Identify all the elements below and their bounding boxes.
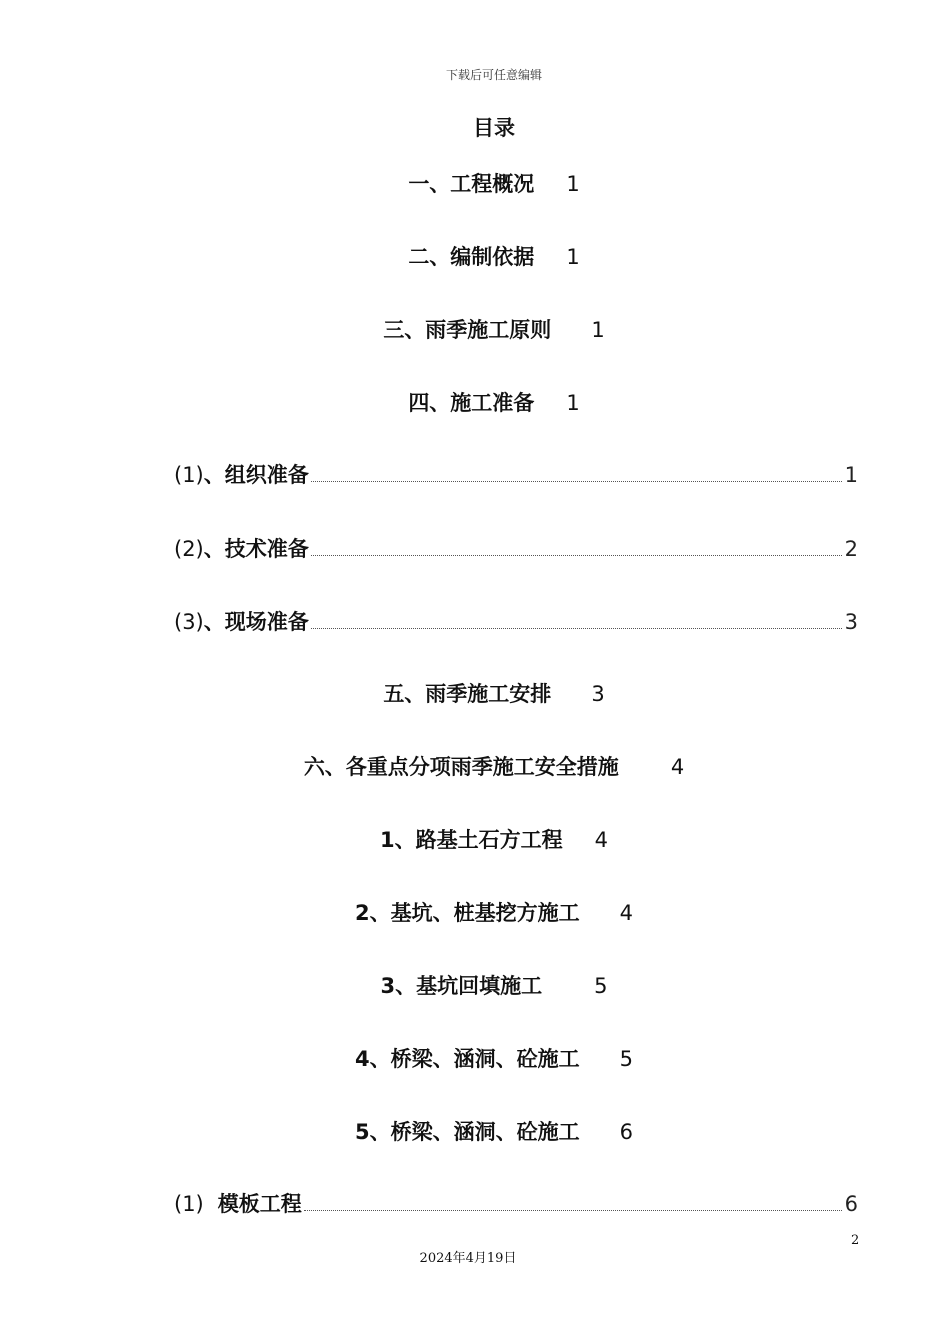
- toc-entry-title: 一、工程概况: [408, 172, 535, 196]
- toc-entry-leader[interactable]: [174, 459, 858, 489]
- toc-entry-page: 5: [594, 974, 608, 998]
- toc-entry-page: 6: [619, 1120, 633, 1144]
- dot-leader: [311, 627, 842, 629]
- toc-title: 目录: [473, 116, 515, 140]
- toc-entry-title: 五、雨季施工安排: [383, 682, 552, 706]
- toc-entry[interactable]: [0, 1116, 950, 1146]
- toc-entry[interactable]: [0, 970, 950, 1000]
- dot-leader: [311, 554, 842, 556]
- toc-entry-page: 1: [844, 463, 858, 487]
- toc-entry-title: 模板工程: [217, 1192, 302, 1216]
- toc-entry-page: 3: [844, 610, 858, 634]
- toc-entry-page: 2: [844, 537, 858, 561]
- toc-entry-leader[interactable]: [174, 606, 858, 636]
- toc-entry-title: 5、桥梁、涵洞、砼施工: [355, 1120, 580, 1144]
- toc-entry-title: 1、路基土石方工程: [380, 828, 563, 852]
- toc-entry[interactable]: [0, 314, 950, 344]
- toc-entry-title: 二、编制依据: [408, 245, 535, 269]
- dot-leader: [311, 480, 842, 482]
- toc-entry-page: 4: [670, 755, 685, 779]
- toc-entry-number: (2): [174, 537, 204, 561]
- toc-entry[interactable]: [0, 678, 950, 708]
- toc-entry-title: 、现场准备: [203, 610, 309, 634]
- toc-entry-page: 6: [844, 1192, 858, 1216]
- toc-entry[interactable]: [0, 387, 950, 417]
- toc-entry[interactable]: [0, 241, 950, 271]
- toc-entry-page: 4: [594, 828, 608, 852]
- toc-entry-leader[interactable]: [174, 1188, 858, 1218]
- toc-entry-number: (1): [174, 1192, 204, 1216]
- toc-entry-title: 、技术准备: [203, 537, 309, 561]
- toc-entry[interactable]: [0, 751, 950, 781]
- page-number: 2: [851, 1233, 860, 1248]
- toc-entry-page: 5: [619, 1047, 633, 1071]
- toc-entry-page: 1: [566, 172, 580, 196]
- toc-entry-title: 、组织准备: [203, 463, 309, 487]
- toc-entry-title: 3、基坑回填施工: [380, 974, 543, 998]
- toc-entry-number: (1): [174, 463, 204, 487]
- toc-entry-title: 六、各重点分项雨季施工安全措施: [303, 755, 619, 779]
- toc-entry-title: 4、桥梁、涵洞、砼施工: [355, 1047, 580, 1071]
- toc-entry-page: 3: [591, 682, 605, 706]
- toc-entry-page: 1: [591, 318, 605, 342]
- toc-entry-title: 三、雨季施工原则: [383, 318, 552, 342]
- toc-entry-number: (3): [174, 610, 204, 634]
- toc-entry-page: 1: [566, 391, 580, 415]
- header-note: 下载后可任意编辑: [445, 68, 542, 82]
- footer-date: 2024年4月19日: [419, 1251, 517, 1266]
- toc-entry-title: 2、基坑、桩基挖方施工: [355, 901, 580, 925]
- toc-entry[interactable]: [0, 824, 950, 854]
- toc-entry[interactable]: [0, 897, 950, 927]
- toc-entry-page: 4: [619, 901, 633, 925]
- toc-entry[interactable]: [0, 168, 950, 198]
- toc-entry-leader[interactable]: [174, 533, 858, 563]
- toc-entry-page: 1: [566, 245, 580, 269]
- toc-entry-title: 四、施工准备: [408, 391, 535, 415]
- dot-leader: [304, 1209, 842, 1211]
- toc-entry[interactable]: [0, 1043, 950, 1073]
